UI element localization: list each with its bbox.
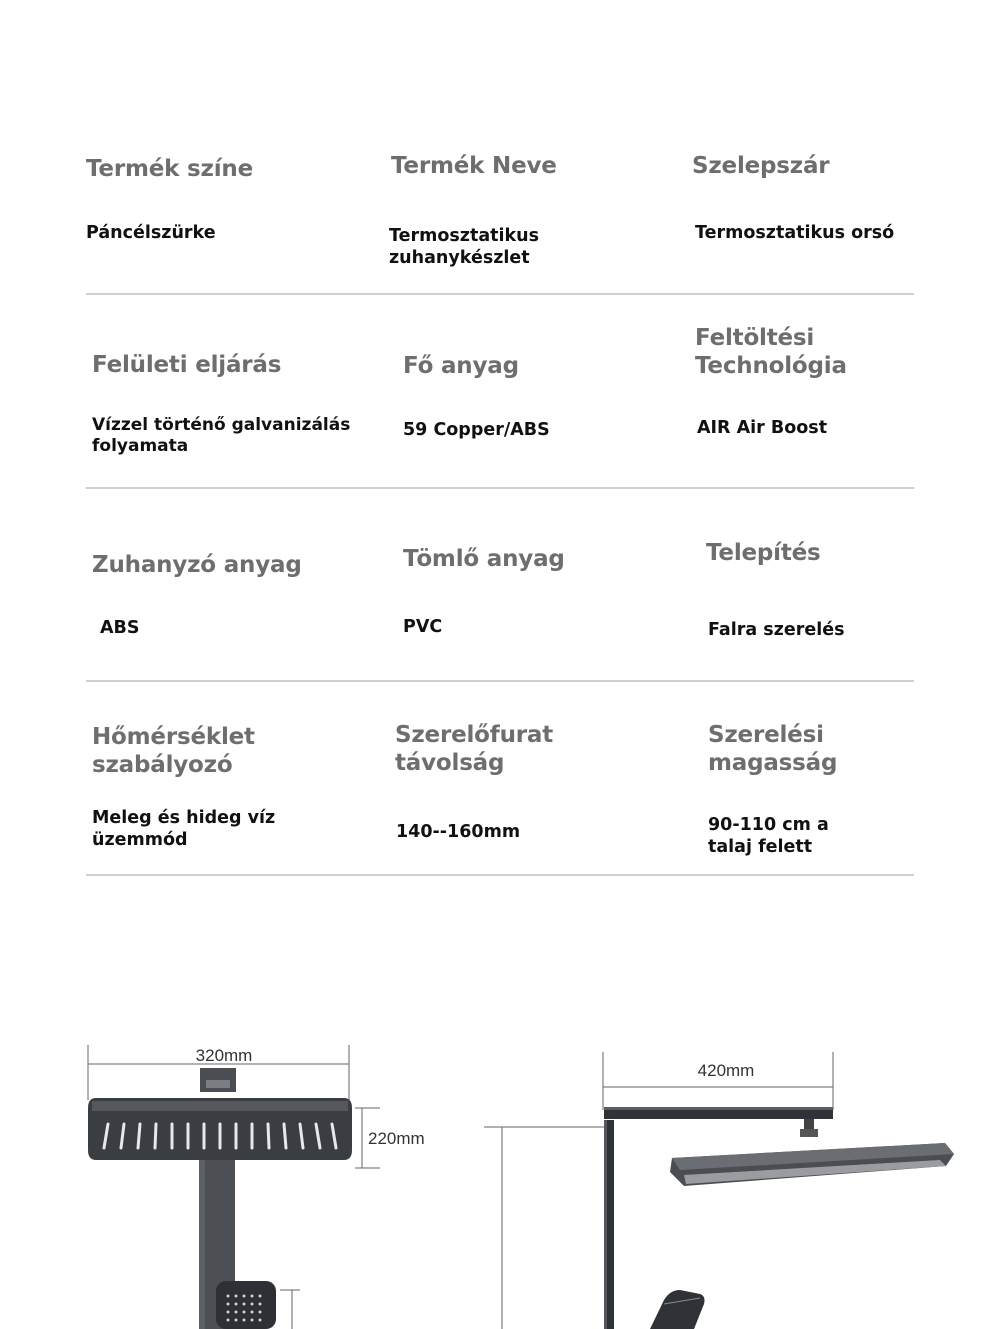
spec-label-fill-tech: Feltöltési Technológia (695, 325, 847, 379)
spec-value-shower-material: ABS (100, 618, 140, 638)
side-view (484, 1052, 954, 1329)
side-width-label: 420mm (697, 1061, 755, 1080)
spec-value-surface: Vízzel történő galvanizálás folyamata (92, 415, 351, 456)
front-view (88, 1045, 425, 1329)
spec-value-product-name: Termosztatikus zuhanykészlet (389, 226, 540, 268)
spec-label-color: Termék színe (86, 156, 253, 182)
spec-value-color: Páncélszürke (86, 223, 216, 243)
spec-label-main-material: Fő anyag (403, 353, 519, 379)
spec-value-valve: Termosztatikus orsó (695, 223, 895, 243)
spec-value-fill-tech: AIR Air Boost (697, 418, 828, 438)
divider (86, 680, 914, 682)
product-dimension-diagram (0, 1000, 990, 1329)
spec-label-hole-distance: Szerelőfurat távolság (395, 722, 554, 776)
spec-value-hose-material: PVC (403, 617, 443, 637)
spec-label-surface: Felületi eljárás (92, 352, 282, 378)
spec-label-install-height: Szerelési magasság (708, 722, 838, 776)
spec-label-installation: Telepítés (706, 540, 821, 566)
front-width-label: 320mm (195, 1046, 253, 1065)
front-height-label: 220mm (368, 1129, 425, 1148)
spec-value-temp-control: Meleg és hideg víz üzemmód (92, 808, 276, 850)
spec-label-valve: Szelepszár (692, 153, 830, 179)
spec-label-shower-material: Zuhanyzó anyag (92, 552, 302, 578)
divider (86, 487, 914, 489)
spec-value-main-material: 59 Copper/ABS (403, 420, 550, 440)
divider (86, 874, 914, 876)
spec-label-temp-control: Hőmérséklet szabályozó (92, 724, 255, 778)
spec-value-install-height: 90-110 cm a talaj felett (708, 815, 829, 857)
spec-label-product-name: Termék Neve (391, 153, 557, 179)
divider (86, 293, 914, 295)
spec-value-hole-distance: 140--160mm (396, 822, 521, 842)
spec-value-installation: Falra szerelés (708, 620, 845, 640)
spec-label-hose-material: Tömlő anyag (403, 546, 565, 572)
